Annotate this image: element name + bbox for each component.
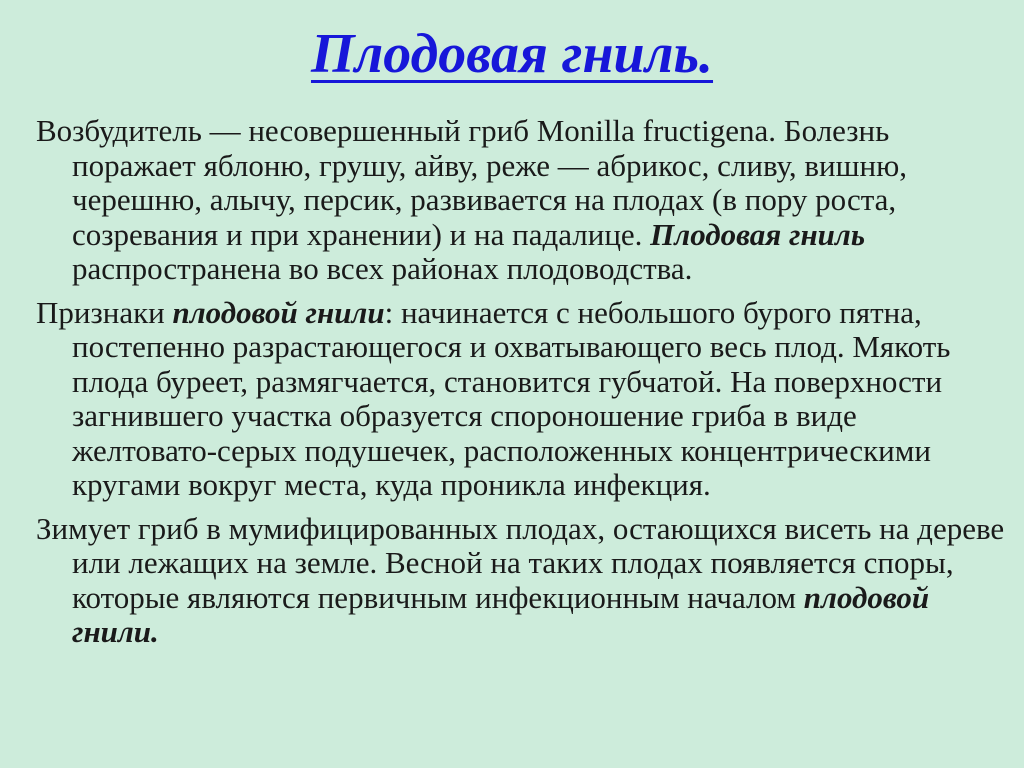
emphasis-term: Плодовая гниль [650,216,865,252]
slide-title [0,22,1024,86]
paragraph-symptoms [36,296,1006,503]
paragraph-text: распространена во всех районах плодоводства. [72,251,693,286]
paragraph-overwintering [36,512,1006,650]
paragraph-text: : начинается с небольшого бурого пятна, постепенно разрастающегося и охватывающего весь плод. Мякоть плода буреет, размягчается, становится губчатой. На поверхности загнившего участка образуется спороношение гриба в виде желтовато-серых подушечек, расположенных концентрическими кругами вокруг места, куда проникла инфекция. [72,294,951,502]
paragraph-text: Зимует гриб в мумифицированных плодах, остающихся висеть на дереве или лежащих на земле. Весной на таких плодах появляется споры, которые являются первичным инфекционным началом [36,510,1005,615]
paragraph-pathogen [36,114,1006,287]
emphasis-term: плодовой гнили [172,294,385,330]
slide-title-text: Плодовая гниль. [310,23,714,85]
slide-body [36,114,1006,659]
paragraph-text: Возбудитель — несовершенный гриб Monilla fructigena. Болезнь поражает яблоню, грушу, айву, реже — абрикос, сливу, вишню, черешню, алычу, персик, развивается на плодах (в пору роста, созревания и при хранении) и на падалице. [36,113,908,252]
paragraph-text: Признаки [36,294,173,330]
emphasis-term: плодовой гнили. [72,579,930,649]
